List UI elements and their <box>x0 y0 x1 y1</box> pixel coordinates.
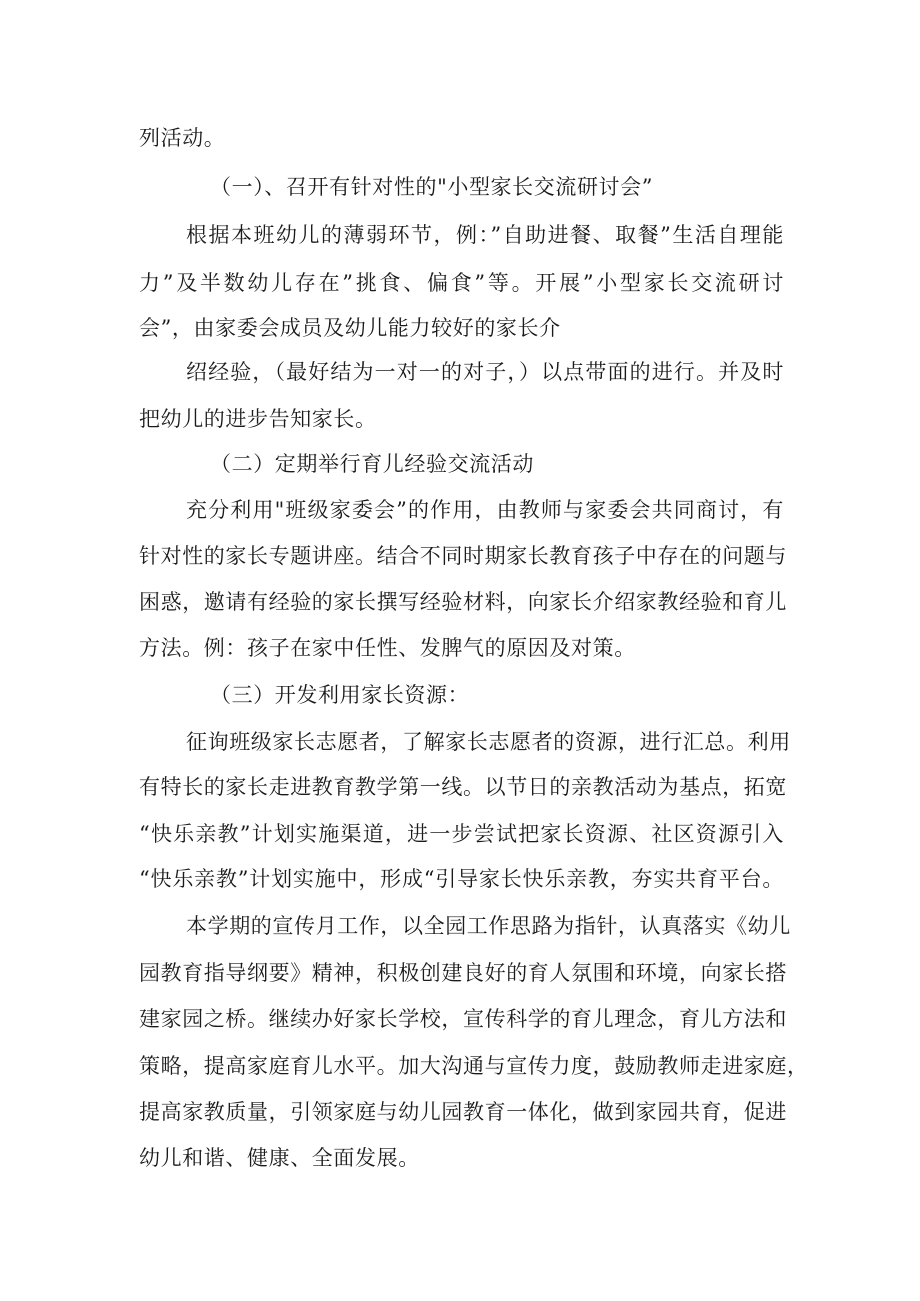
text-line: 力”及半数幼儿存在”挑食、偏食”等。开展”小型家长交流研讨 <box>139 271 784 295</box>
text-line: 针对性的家长专题讲座。结合不同时期家长教育孩子中存在的问题与 <box>139 544 787 568</box>
text-line: 有特长的家长走进教育教学第一线。以节日的亲教活动为基点，拓宽 <box>139 775 787 799</box>
text-line: 园教育指导纲要》精神，积极创建良好的育人氛围和环境，向家长搭 <box>139 961 787 985</box>
section-heading: （一）、召开有针对性的"小型家长交流研讨会” <box>210 175 654 199</box>
text-line: 把幼儿的进步告知家长。 <box>139 407 377 431</box>
text-line: 会”，由家委会成员及幼儿能力较好的家长介 <box>139 316 561 340</box>
text-line: 方法。例：孩子在家中任性、发脾气的原因及对策。 <box>139 636 636 660</box>
text-line: 征询班级家长志愿者，了解家长志愿者的资源，进行汇总。利用 <box>186 730 791 754</box>
text-line: 本学期的宣传月工作，以全园工作思路为指针，认真落实《幼儿 <box>186 914 791 938</box>
text-line: 幼儿和谐、健康、全面发展。 <box>139 1146 420 1170</box>
text-line: 列活动。 <box>139 126 226 150</box>
text-line: 困惑，邀请有经验的家长撰写经验材料，向家长介绍家教经验和育儿 <box>139 590 787 614</box>
text-line: 策略，提高家庭育儿水平。加大沟通与宣传力度，鼓励教师走进家庭， <box>139 1054 809 1078</box>
section-heading: （二）定期举行育儿经验交流活动 <box>210 452 534 476</box>
text-line: “快乐亲教”计划实施中，形成“引导家长快乐亲教，夯实共育平台。 <box>139 867 784 891</box>
text-line: 建家园之桥。继续办好家长学校，宣传科学的育儿理念，育儿方法和 <box>139 1007 787 1031</box>
text-line: 提高家教质量，引领家庭与幼儿园教育一体化，做到家园共育，促进 <box>139 1100 787 1124</box>
text-line: “快乐亲教”计划实施渠道，进一步尝试把家长资源、社区资源引入 <box>139 822 784 846</box>
section-heading: （三）开发利用家长资源： <box>210 683 470 707</box>
text-line: 根据本班幼儿的薄弱环节，例：”自助进餐、取餐”生活自理能 <box>186 223 784 247</box>
text-line: 充分利用"班级家委会”的作用，由教师与家委会共同商讨，有 <box>186 498 784 522</box>
text-line: 绍经验，（最好结为一对一的对子，）以点带面的进行。并及时 <box>186 360 784 384</box>
